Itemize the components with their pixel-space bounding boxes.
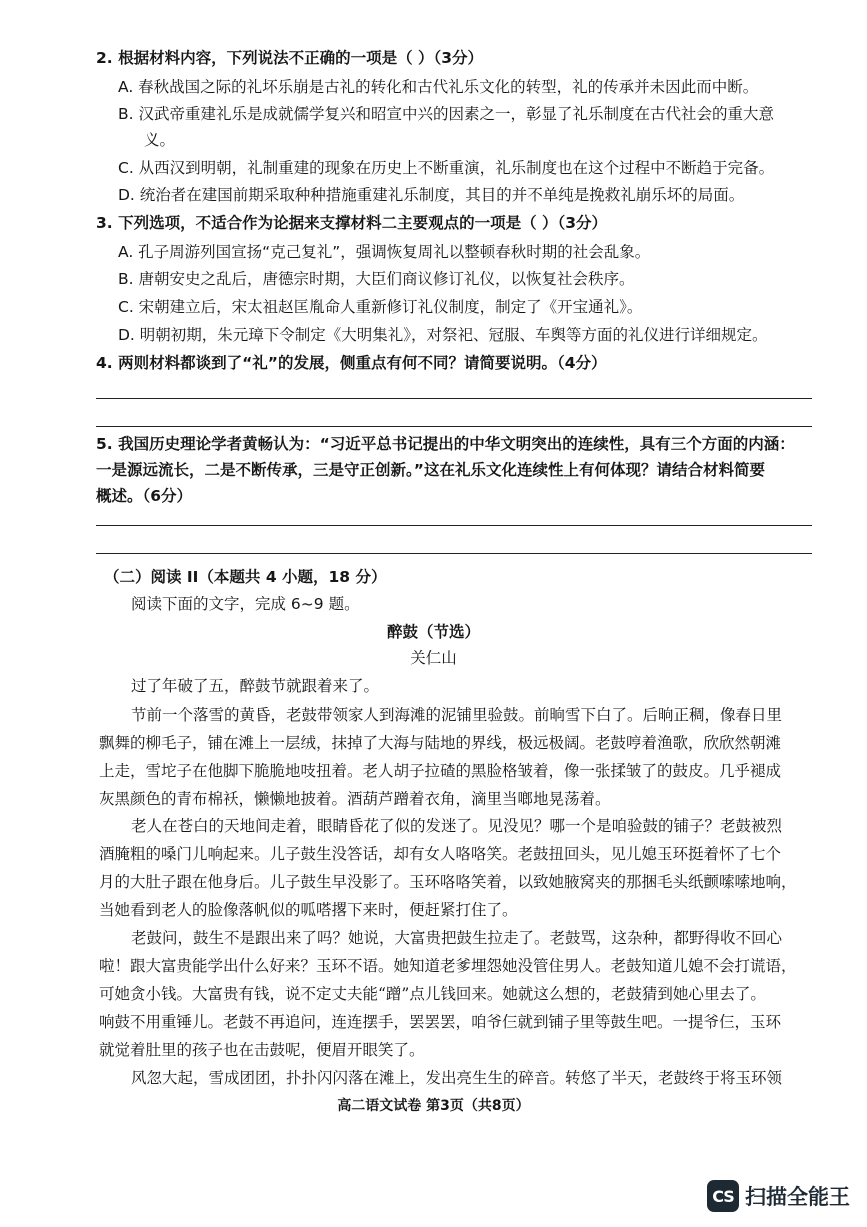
- story-line: 上走，雪坨子在他脚下脆脆地吱扭着。老人胡子拉碴的黑脸格皱着，像一张揉皱了的鼓皮。几乎褪成: [99, 762, 782, 780]
- q2-option-b: B. 汉武帝重建礼乐是成就儒学复兴和昭宣中兴的因素之一，彰显了礼乐制度在古代社会的重大意: [118, 105, 774, 123]
- q3-option-a: A. 孔子周游列国宣扬“克己复礼”，强调恢复周礼以整顿春秋时期的社会乱象。: [118, 243, 651, 261]
- q5-stem-line3: 概述。（6分）: [96, 487, 193, 505]
- q2-option-a: A. 春秋战国之际的礼坏乐崩是古礼的转化和古代礼乐文化的转型，礼的传承并未因此而中断。: [118, 78, 759, 96]
- answer-line: [96, 525, 812, 526]
- story-line: 啦！跟大富贵能学出什么好来？玉环不语。她知道老爹埋怨她没管住男人。老鼓知道儿媳不会打谎语，: [99, 957, 797, 975]
- q5-stem-line1: 5. 我国历史理论学者黄畅认为：“习近平总书记提出的中华文明突出的连续性，具有三个方面的内涵：: [96, 435, 795, 453]
- story-line: 响鼓不用重锤儿。老鼓不再追问，连连摆手，罢罢罢，咱爷仨就到铺子里等鼓生吧。一提爷仨，玉环: [99, 1013, 782, 1031]
- answer-line: [96, 398, 812, 399]
- watermark-label: 扫描全能王: [745, 1185, 850, 1209]
- q2-stem: 2. 根据材料内容，下列说法不正确的一项是（ ）（3分）: [96, 49, 484, 67]
- q2-option-c: C. 从西汉到明朝，礼制重建的现象在历史上不断重演，礼乐制度也在这个过程中不断趋于完备。: [118, 159, 775, 177]
- story-line: 酒腌粗的嗓门儿响起来。儿子鼓生没答话，却有女人咯咯笑。老鼓扭回头，见儿媳玉环挺着怀了七个: [99, 845, 782, 863]
- story-line: 当她看到老人的脸像落帆似的呱嗒撂下来时，便赶紧打住了。: [99, 901, 518, 919]
- story-line: 飘舞的柳毛子，铺在滩上一层绒，抹掉了大海与陆地的界线，极远极阔。老鼓哼着渔歌，欣欣然朝滩: [99, 734, 782, 752]
- section-heading: （二）阅读 II（本题共 4 小题，18 分）: [104, 568, 387, 586]
- q3-option-b: B. 唐朝安史之乱后，唐德宗时期，大臣们商议修订礼仪，以恢复社会秩序。: [118, 270, 635, 288]
- q3-stem: 3. 下列选项，不适合作为论据来支撑材料二主要观点的一项是（ ）（3分）: [96, 214, 608, 232]
- section-instruction: 阅读下面的文字，完成 6~9 题。: [131, 595, 360, 613]
- story-paragraph-3: 老人在苍白的天地间走着，眼睛昏花了似的发迷了。见没见？哪一个是咱验鼓的铺子？老鼓被烈: [131, 817, 783, 835]
- story-paragraph-5: 风忽大起，雪成团团，扑扑闪闪落在滩上，发出亮生生的碎音。转悠了半天，老鼓终于将玉环领: [131, 1069, 783, 1087]
- story-line: 可她贪小钱。大富贵有钱，说不定丈夫能“蹭”点儿钱回来。她就这么想的，老鼓猜到她心里去了。: [99, 985, 766, 1003]
- answer-line: [96, 426, 812, 427]
- story-paragraph-1: 过了年破了五，醉鼓节就跟着来了。: [131, 677, 380, 695]
- q4-stem: 4. 两则材料都谈到了“礼”的发展，侧重点有何不同？请简要说明。（4分）: [96, 354, 607, 372]
- story-line: 灰黑颜色的青布棉袄，懒懒地披着。酒葫芦蹭着衣角，滴里当啷地晃荡着。: [99, 790, 611, 808]
- scanner-watermark: [707, 1180, 850, 1212]
- camscanner-logo-icon: CS: [707, 1180, 739, 1212]
- q2-option-b-cont: 义。: [144, 131, 176, 149]
- q5-stem-line2: 一是源远流长，二是不断传承，三是守正创新。”这在礼乐文化连续性上有何体现？请结合材料简要: [96, 461, 765, 479]
- page-footer: 高二语文试卷 第3页（共8页）: [337, 1098, 530, 1114]
- answer-line: [96, 553, 812, 554]
- q3-option-c: C. 宋朝建立后，宋太祖赵匡胤命人重新修订礼仪制度，制定了《开宝通礼》。: [118, 298, 643, 316]
- q2-option-d: D. 统治者在建国前期采取种种措施重建礼乐制度，其目的并不单纯是挽救礼崩乐坏的局面。: [118, 186, 745, 204]
- story-paragraph-4: 老鼓问，鼓生不是跟出来了吗？她说，大富贵把鼓生拉走了。老鼓骂，这杂种，都野得收不回心: [131, 929, 783, 947]
- story-line: 就觉着肚里的孩子也在击鼓呢，便眉开眼笑了。: [99, 1041, 425, 1059]
- story-paragraph-2: 节前一个落雪的黄昏，老鼓带领家人到海滩的泥铺里验鼓。前晌雪下白了。后晌正稠，像春日里: [131, 706, 783, 724]
- story-author: 关仁山: [410, 649, 457, 667]
- story-title: 醉鼓（节选）: [386, 623, 480, 641]
- q3-option-d: D. 明朝初期，朱元璋下令制定《大明集礼》，对祭祀、冠服、车舆等方面的礼仪进行详细规定。: [118, 326, 768, 344]
- story-line: 月的大肚子跟在他身后。儿子鼓生早没影了。玉环咯咯笑着，以致她腋窝夹的那捆毛头纸颤嗦嗦地响，: [99, 873, 797, 891]
